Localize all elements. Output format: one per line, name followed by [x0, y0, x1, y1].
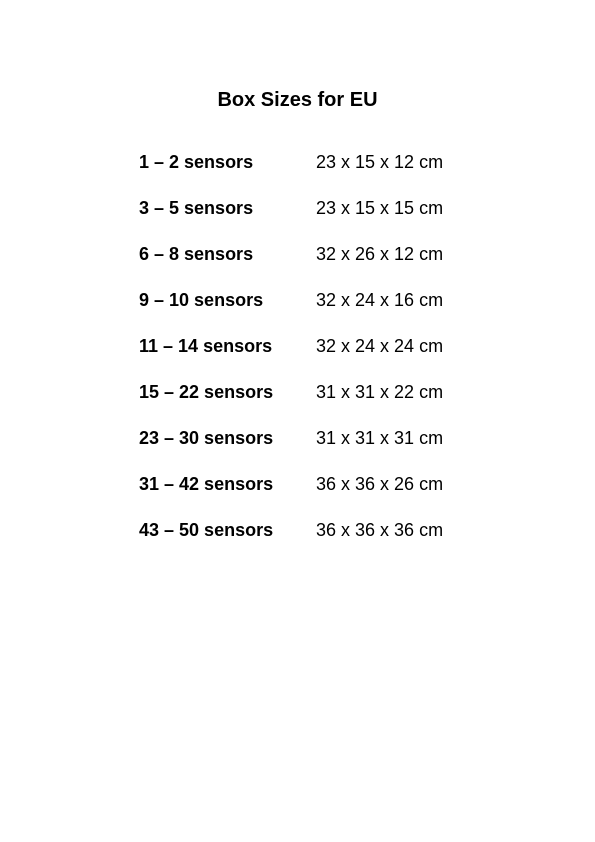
box-dimensions: 31 x 31 x 22 cm [316, 382, 444, 402]
list-item [139, 288, 539, 334]
sensor-range: 9 – 10 sensors [139, 290, 264, 310]
box-dimensions: 36 x 36 x 26 cm [316, 474, 444, 494]
list-item [139, 472, 539, 518]
list-item [139, 426, 539, 472]
page-title: Box Sizes for EU [217, 89, 378, 111]
sensor-range: 3 – 5 sensors [139, 198, 254, 218]
box-dimensions: 32 x 24 x 24 cm [316, 336, 444, 356]
box-size-list [139, 150, 539, 564]
sensor-range: 31 – 42 sensors [139, 474, 274, 494]
list-item [139, 518, 539, 564]
sensor-range: 6 – 8 sensors [139, 244, 254, 264]
box-dimensions: 36 x 36 x 36 cm [316, 520, 444, 540]
list-item [139, 380, 539, 426]
sensor-range: 1 – 2 sensors [139, 152, 254, 172]
sensor-range: 43 – 50 sensors [139, 520, 274, 540]
sensor-range: 15 – 22 sensors [139, 382, 274, 402]
box-dimensions: 23 x 15 x 12 cm [316, 152, 444, 172]
list-item [139, 196, 539, 242]
sensor-range: 23 – 30 sensors [139, 428, 274, 448]
box-dimensions: 23 x 15 x 15 cm [316, 198, 444, 218]
box-dimensions: 32 x 24 x 16 cm [316, 290, 444, 310]
box-dimensions: 32 x 26 x 12 cm [316, 244, 444, 264]
list-item [139, 334, 539, 380]
box-dimensions: 31 x 31 x 31 cm [316, 428, 444, 448]
list-item [139, 150, 539, 196]
list-item [139, 242, 539, 288]
sensor-range: 11 – 14 sensors [139, 336, 273, 356]
